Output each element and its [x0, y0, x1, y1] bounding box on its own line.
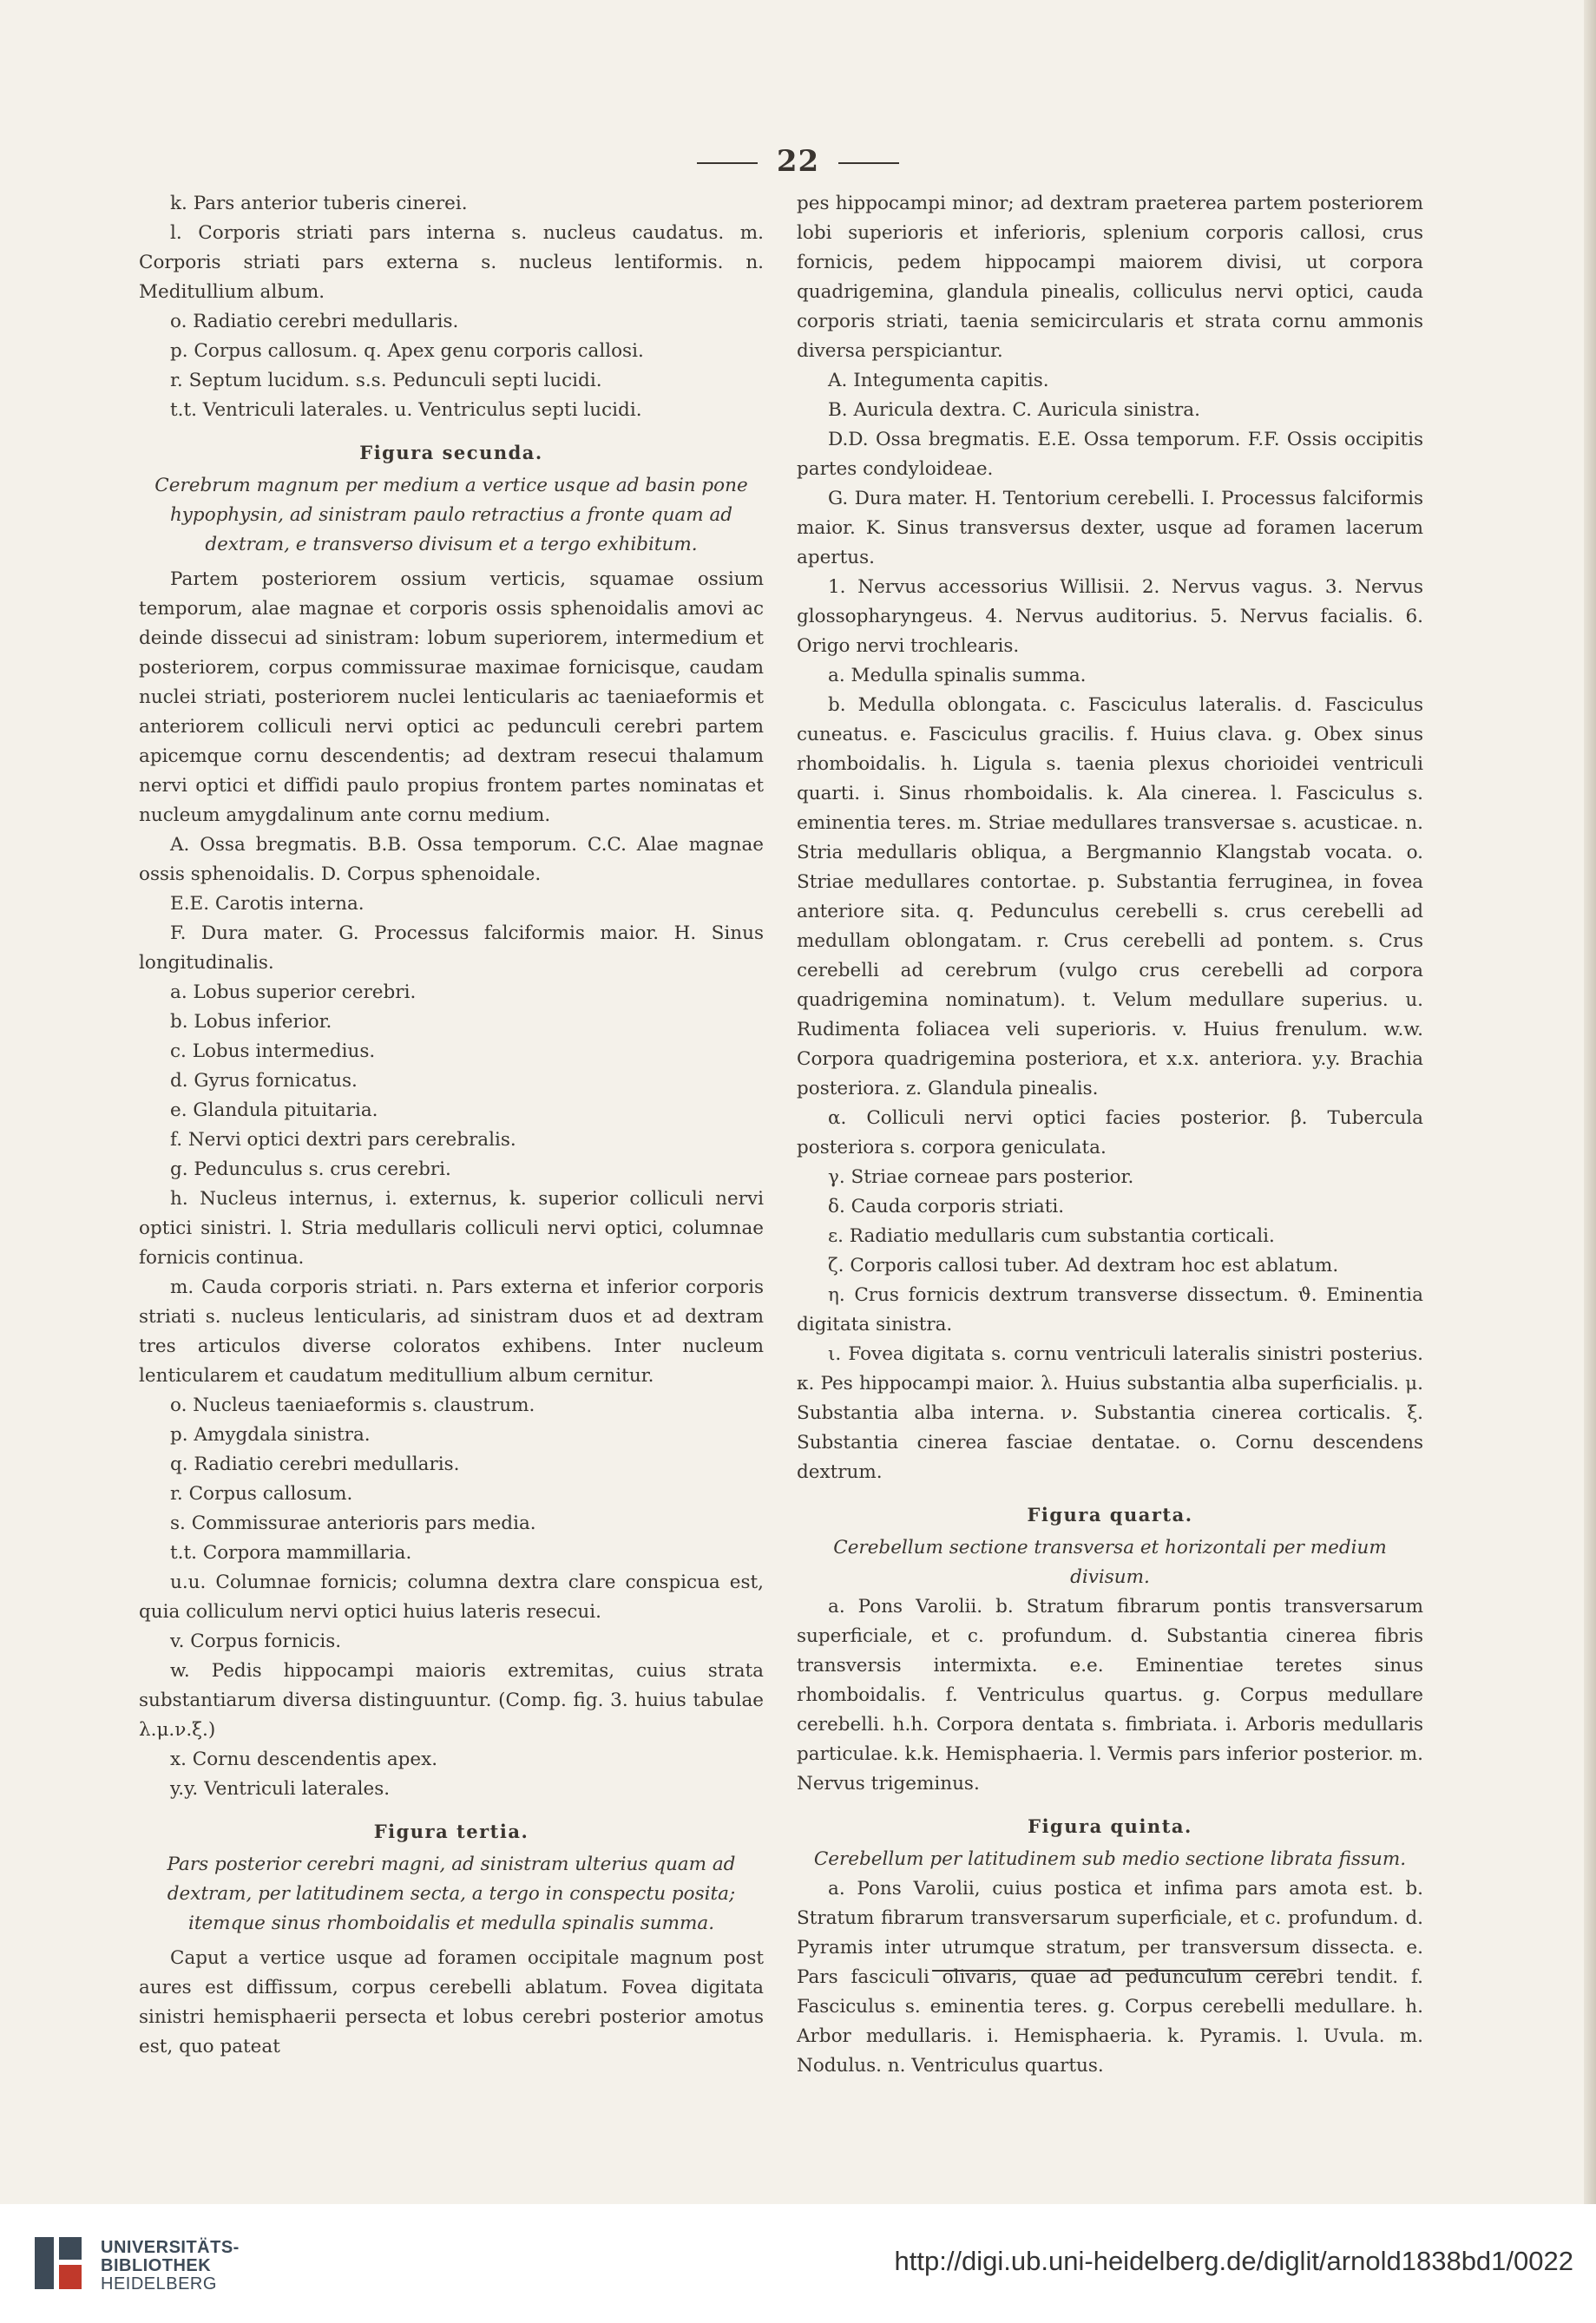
page-number-rule-right — [838, 162, 899, 164]
legend-entry: ι. Fovea digitata s. cornu ventriculi lateralis sinistri posterius. κ. Pes hippocampi maior. λ. Huius substantia alba superficialis. μ. Substantia alba interna. ν. Substantia cinerea corticalis. ξ. Substantia cinerea fasciae dentatae. ο. Cornu descendens dextrum. — [797, 1343, 1423, 1483]
figure-caption: Pars posterior cerebri magni, ad sinistram ulterius quam ad dextram, per latitudinem secta, a tergo in conspectu posita; itemque sinus rhomboidalis et medulla spinalis summa. — [167, 1854, 736, 1934]
figure-caption: Cerebellum sectione transversa et horizontali per medium divisum. — [833, 1537, 1387, 1588]
continued-paragraph: pes hippocampi minor; ad dextram praeterea partem posteriorem lobi superioris et inferioris, splenium corporis callosi, crus fornicis, pedem hippocampi maiorem divisi, ut corpora quadrigemina, glandula pinealis, colliculus nervi optici, cauda corporis striati, taenia semicircularis et strata cornu ammonis diversa perspiciantur. — [797, 193, 1423, 362]
figure-heading: Figura quinta. — [1028, 1815, 1192, 1837]
closing-rule — [932, 1970, 1297, 1972]
legend-entry: l. Corporis striati pars interna s. nucleus caudatus. m. Corporis striati pars externa s. nucleus lentiformis. n. Meditullium album. — [139, 222, 764, 303]
legend-entry: d. Gyrus fornicatus. — [170, 1070, 358, 1092]
figure-heading: Figura tertia. — [373, 1821, 529, 1842]
library-logo-icon — [33, 2234, 85, 2293]
legend-entry: p. Amygdala sinistra. — [170, 1424, 371, 1446]
library-name-line1: UNIVERSITÄTS- — [101, 2238, 240, 2257]
legend-entry: u.u. Columnae fornicis; columna dextra clare conspicua est, quia colliculum nervi optici huius lateris resecui. — [139, 1572, 764, 1623]
page-edge — [1584, 0, 1596, 2204]
legend-entry: a. Pons Varolii, cuius postica et infima pars amota est. b. Stratum fibrarum transversarum superficiale, et c. profundum. d. Pyramis inter utrumque stratum, per transversum dissecta. e. Pars fasciculi olivaris, quae ad pedunculum cerebri tendit. f. Fasciculus s. eminentia teres. g. Corpus cerebelli medullare. h. Arbor medullaris. i. Hemisphaeria. k. Pyramis. l. Uvula. m. Nodulus. n. Ventriculus quartus. — [797, 1878, 1423, 2077]
description-paragraph: Caput a vertice usque ad foramen occipitale magnum post aures est diffissum, corpus cerebelli ablatum. Fovea digitata sinistri hemisphaerii persecta et lobus cerebri posterior amotus est, quo pateat — [139, 1947, 764, 2057]
legend-entry: F. Dura mater. G. Processus falciformis maior. H. Sinus longitudinalis. — [139, 922, 764, 974]
legend-entry: G. Dura mater. H. Tentorium cerebelli. I. Processus falciformis maior. K. Sinus transversus dexter, usque ad foramen lacerum apertus. — [797, 488, 1423, 568]
legend-entry: η. Crus fornicis dextrum transverse dissectum. ϑ. Eminentia digitata sinistra. — [797, 1284, 1423, 1335]
figure-heading: Figura quarta. — [1027, 1504, 1193, 1526]
legend-entry: v. Corpus fornicis. — [170, 1631, 342, 1652]
legend-entry: A. Ossa bregmatis. B.B. Ossa temporum. C.C. Alae magnae ossis sphenoidalis. D. Corpus sphenoidale. — [139, 834, 764, 885]
legend-entry: h. Nucleus internus, i. externus, k. superior colliculi nervi optici sinistri. l. Stria medullaris colliculi nervi optici, columnae fornicis continua. — [139, 1188, 764, 1269]
page-number — [0, 144, 1596, 179]
legend-entry: a. Pons Varolii. b. Stratum fibrarum pontis transversarum superficiale, et c. profundum. d. Substantia cinerea fibris transversis intermixta. e.e. Eminentiae teretes sinus rhomboidalis. f. Ventriculus quartus. g. Corpus medullare cerebelli. h.h. Corpora dentata s. fimbriata. i. Arboris medullaris particulae. k.k. Hemisphaeria. l. Vermis pars inferior posterior. m. Nervus trigeminus. — [797, 1596, 1423, 1795]
legend-entry: γ. Striae corneae pars posterior. — [828, 1166, 1134, 1188]
legend-entry: f. Nervi optici dextri pars cerebralis. — [170, 1129, 516, 1151]
legend-entry: α. Colliculi nervi optici facies posterior. β. Tubercula posteriora s. corpora geniculata. — [797, 1107, 1423, 1158]
legend-entry: p. Corpus callosum. q. Apex genu corporis callosi. — [170, 340, 644, 362]
legend-entry: ζ. Corporis callosi tuber. Ad dextram hoc est ablatum. — [828, 1255, 1339, 1276]
library-name-line3: HEIDELBERG — [101, 2274, 217, 2293]
figure-caption: Cerebellum per latitudinem sub medio sectione librata fissum. — [813, 1848, 1407, 1870]
left-column — [139, 189, 764, 2062]
legend-entry: t.t. Corpora mammillaria. — [170, 1542, 412, 1564]
description-paragraph: Partem posteriorem ossium verticis, squamae ossium temporum, alae magnae et corporis ossis sphenoidalis amovi ac deinde dissecui ad sinistram: lobum superiorem, intermedium et posteriorem, corpus commissurae maximae fornicisque, caudam nuclei striati, posteriorem nuclei lenticularis ac taeniaeformis et anteriorem colliculi nervi optici ac pedunculi cerebri partem apicemque cornu descendentis; ad dextram resecui thalamum nervi optici et diffidi paulo propius frontem partes nominatas et nucleum amygdalinum ante cornu medium. — [139, 568, 764, 826]
legend-entry: e. Glandula pituitaria. — [170, 1099, 378, 1121]
legend-entry: δ. Cauda corporis striati. — [828, 1196, 1065, 1217]
legend-entry: E.E. Carotis interna. — [170, 893, 365, 915]
legend-entry: o. Radiatio cerebri medullaris. — [170, 311, 459, 332]
legend-entry: g. Pedunculus s. crus cerebri. — [170, 1158, 451, 1180]
legend-entry: a. Lobus superior cerebri. — [170, 981, 417, 1003]
permalink-url[interactable]: http://digi.ub.uni-heidelberg.de/diglit/arnold1838bd1/0022 — [894, 2246, 1573, 2276]
figure-heading: Figura secunda. — [359, 442, 543, 463]
legend-entry: b. Medulla oblongata. c. Fasciculus lateralis. d. Fasciculus cuneatus. e. Fasciculus gracilis. f. Huius clava. g. Obex sinus rhomboidalis. h. Ligula s. taenia plexus chorioidei ventriculi quarti. i. Sinus rhomboidalis. k. Ala cinerea. l. Fasciculus s. eminentia teres. m. Striae medullares transversae s. acusticae. n. Stria medullaris obliqua, a Bergmannio Klangstab vocata. o. Striae medullares contortae. p. Substantia ferruginea, in fovea anteriore sita. q. Pedunculus cerebelli s. crus cerebelli ad medullam oblongatam. r. Crus cerebelli ad pontem. s. Crus cerebelli ad cerebrum (vulgo crus cerebelli ad corpora quadrigemina nominatum). t. Velum medullare superius. u. Rudimenta foliacea veli superioris. v. Huius frenulum. w.w. Corpora quadrigemina posteriora, et x.x. anteriora. y.y. Brachia posteriora. z. Glandula pinealis. — [797, 694, 1423, 1099]
figure-caption: Cerebrum magnum per medium a vertice usque ad basin pone hypophysin, ad sinistram paulo retractius a fronte quam ad dextram, e transverso divisum et a tergo exhibitum. — [154, 475, 748, 555]
legend-entry: B. Auricula dextra. C. Auricula sinistra. — [828, 399, 1200, 421]
legend-entry: 1. Nervus accessorius Willisii. 2. Nervus vagus. 3. Nervus glossopharyngeus. 4. Nervus auditorius. 5. Nervus facialis. 6. Origo nervi trochlearis. — [797, 576, 1423, 657]
legend-entry: A. Integumenta capitis. — [828, 370, 1049, 391]
legend-entry: k. Pars anterior tuberis cinerei. — [170, 193, 468, 214]
legend-entry: y.y. Ventriculi laterales. — [170, 1778, 391, 1800]
legend-entry: b. Lobus inferior. — [170, 1011, 332, 1033]
legend-entry: q. Radiatio cerebri medullaris. — [170, 1454, 460, 1475]
legend-entry: t.t. Ventriculi laterales. u. Ventriculus septi lucidi. — [170, 399, 642, 421]
legend-entry: D.D. Ossa bregmatis. E.E. Ossa temporum. F.F. Ossis occipitis partes condyloideae. — [797, 429, 1423, 480]
right-column — [797, 189, 1423, 2081]
library-name — [101, 2239, 240, 2293]
legend-entry: o. Nucleus taeniaeformis s. claustrum. — [170, 1394, 535, 1416]
legend-entry: r. Septum lucidum. s.s. Pedunculi septi lucidi. — [170, 370, 602, 391]
footer-bar — [0, 2204, 1596, 2323]
library-name-line2: BIBLIOTHEK — [101, 2256, 212, 2275]
legend-entry: w. Pedis hippocampi maioris extremitas, cuius strata substantiarum diversa distinguuntur. (Comp. fig. 3. huius tabulae λ.μ.ν.ξ.) — [139, 1660, 764, 1741]
legend-entry: r. Corpus callosum. — [170, 1483, 353, 1505]
page-number-rule-left — [697, 162, 758, 164]
legend-entry: x. Cornu descendentis apex. — [170, 1749, 438, 1770]
legend-entry: s. Commissurae anterioris pars media. — [170, 1513, 536, 1534]
page-number-value: 22 — [776, 144, 820, 179]
legend-entry: m. Cauda corporis striati. n. Pars externa et inferior corporis striati s. nucleus lenticularis, ad sinistram duos et ad dextram tres articulos diverse coloratos exhibens. Inter nucleum lenticularem et caudatum meditullium album cernitur. — [139, 1276, 764, 1387]
legend-entry: a. Medulla spinalis summa. — [828, 665, 1087, 686]
legend-entry: c. Lobus intermedius. — [170, 1040, 376, 1062]
legend-entry: ε. Radiatio medullaris cum substantia corticali. — [828, 1225, 1275, 1247]
